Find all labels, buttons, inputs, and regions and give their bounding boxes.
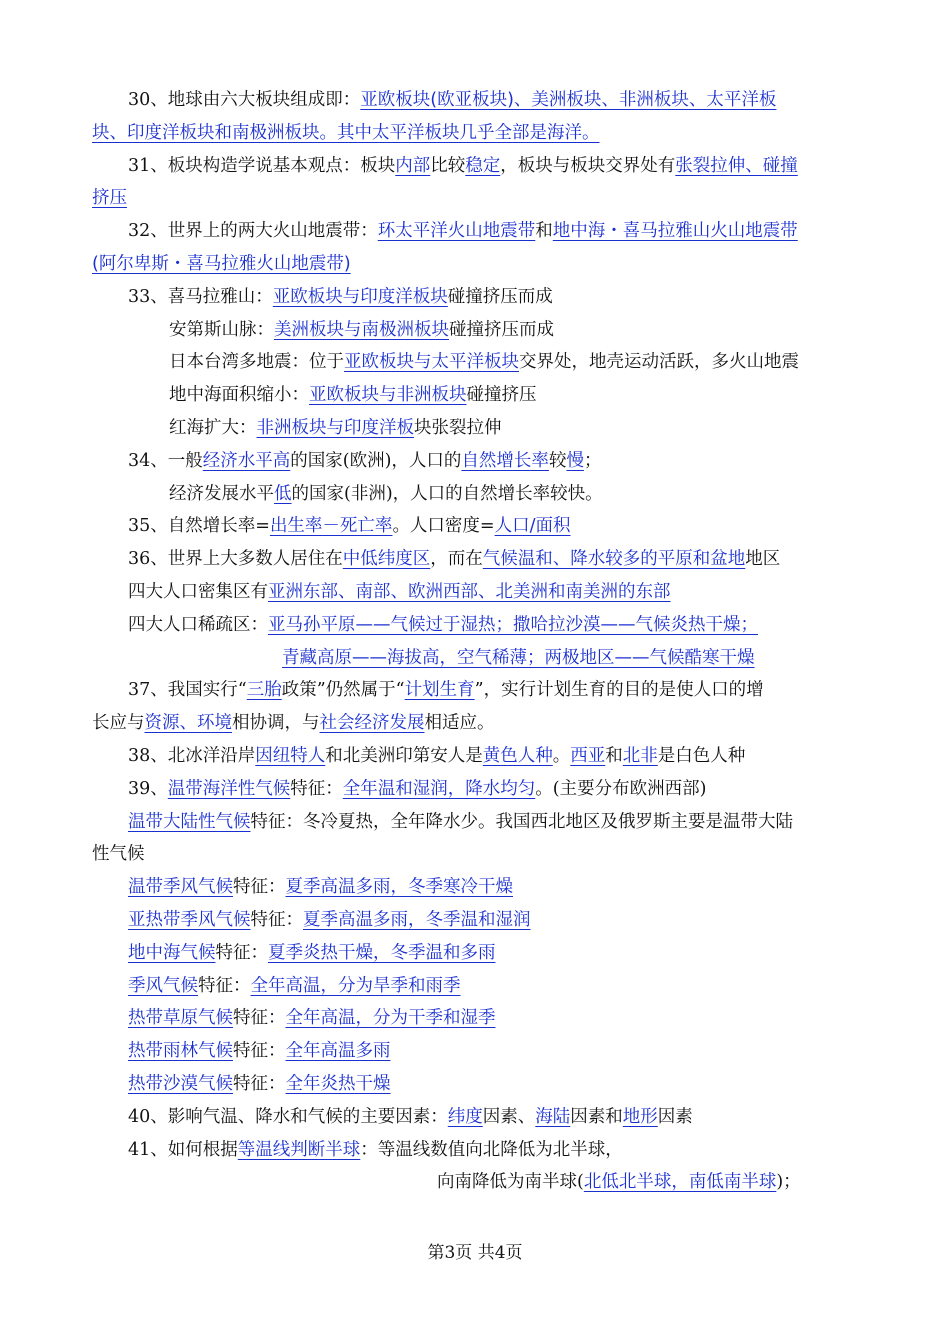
body-text: )；: [776, 1172, 801, 1193]
highlighted-term: 全年高温，分为旱季和雨季: [250, 975, 461, 996]
body-text: 41、如何根据: [128, 1139, 238, 1160]
highlighted-term: 亚洲东部、南部、欧洲西部、北美洲和南美洲的东部: [268, 582, 671, 602]
highlighted-term: 低: [274, 483, 292, 504]
highlighted-term: 张裂拉伸、碰撞: [675, 155, 798, 176]
text-line: [128, 1134, 623, 1166]
text-line: [128, 773, 706, 805]
body-text: 特征：: [233, 877, 286, 898]
text-line: [128, 281, 553, 313]
highlighted-term: 青藏高原——海拔高，空气稀薄；两极地区——气候酷寒干燥: [282, 647, 755, 668]
highlighted-term: (阿尔卑斯・喜马拉雅火山地震带): [92, 254, 351, 274]
body-text: 因素: [657, 1106, 693, 1127]
text-line: [169, 379, 537, 411]
highlighted-term: 全年高温多雨: [285, 1041, 391, 1062]
page-footer: 第3页 共4页: [427, 1243, 523, 1263]
text-line: [92, 838, 145, 870]
highlighted-term: 亚欧板块(欧亚板块)、美洲板块、非洲板块、太平洋板: [360, 90, 777, 110]
text-line: [128, 740, 745, 772]
highlighted-term: 夏季高温多雨，冬季温和湿润: [303, 910, 531, 930]
body-text: 31、板块构造学说基本观点：板块: [128, 155, 396, 176]
highlighted-term: 温带大陆性气候: [128, 811, 251, 832]
highlighted-term: 北非: [622, 746, 658, 766]
highlighted-term: 三胎: [246, 680, 282, 701]
body-text: 特征：: [250, 910, 303, 930]
text-line: [128, 1035, 391, 1067]
text-line: [128, 543, 780, 575]
text-line: [128, 150, 798, 182]
text-line: [128, 510, 571, 542]
body-text: 。(主要分布欧洲西部): [535, 778, 707, 799]
highlighted-term: 计划生育: [404, 680, 475, 701]
highlighted-term: 季风气候: [128, 975, 198, 996]
body-text: 四大人口密集区有: [128, 582, 268, 602]
body-text: 碰撞挤压而成: [447, 286, 553, 307]
body-text: 特征：冬冷夏热，全年降水少。我国西北地区及俄罗斯主要是温带大陆: [250, 811, 793, 832]
text-line: [128, 1002, 496, 1034]
text-line: [128, 970, 461, 1002]
body-text: 的国家(欧洲)，人口的: [290, 450, 462, 471]
body-text: 相适应。: [424, 713, 495, 734]
body-text: 块张裂拉伸: [414, 418, 502, 438]
highlighted-term: 亚热带季风气候: [128, 910, 251, 930]
highlighted-term: 气候温和、降水较多的平原和盆地: [482, 549, 746, 570]
highlighted-term: 地中海・喜马拉雅山火山地震带: [552, 221, 798, 242]
body-text: ，板块与板块交界处有: [500, 155, 676, 176]
highlighted-term: 等温线判断半球: [237, 1139, 361, 1160]
body-text: 特征：: [233, 1008, 286, 1029]
body-text: 性气候: [92, 844, 145, 865]
highlighted-term: 非洲板块与印度洋板: [256, 418, 414, 438]
highlighted-term: 温带季风气候: [128, 877, 233, 898]
highlighted-term: 环太平洋火山地震带: [377, 221, 536, 242]
body-text: 经济发展水平: [169, 483, 274, 504]
highlighted-term: 夏季炎热干燥，冬季温和多雨: [268, 942, 496, 963]
highlighted-term: 热带雨林气候: [128, 1041, 233, 1062]
highlighted-term: 地形: [622, 1106, 658, 1127]
body-text: 是白色人种: [657, 746, 746, 766]
highlighted-term: 出生率－死亡率: [269, 516, 393, 537]
text-line: [128, 576, 671, 608]
highlighted-term: 中低纬度区: [342, 549, 431, 570]
body-text: 因素和: [570, 1106, 623, 1127]
body-text: 和: [535, 221, 553, 242]
body-text: 地区: [745, 549, 781, 570]
body-text: 向南降低为南半球(: [437, 1172, 584, 1193]
highlighted-term: 挤压: [92, 188, 127, 209]
text-line: [128, 445, 601, 477]
body-text: 碰撞挤压而成: [449, 319, 554, 340]
text-line: [128, 1101, 693, 1133]
body-text: 37、我国实行“: [128, 680, 247, 701]
highlighted-term: 夏季高温多雨，冬季寒冷干燥: [285, 877, 513, 898]
text-line: [128, 674, 764, 706]
highlighted-term: 全年高温，分为干季和湿季: [285, 1008, 496, 1029]
body-text: 35、自然增长率=: [128, 516, 270, 537]
body-text: 33、喜马拉雅山：: [128, 286, 273, 307]
highlighted-term: 黄色人种: [482, 746, 553, 766]
highlighted-term: 亚欧板块与印度洋板块: [272, 286, 448, 307]
highlighted-term: 海陆: [535, 1106, 571, 1127]
body-text: 34、一般: [128, 450, 203, 471]
body-text: 特征：: [233, 1041, 286, 1062]
body-text: 和北美洲印第安人是: [325, 746, 483, 766]
text-line: [128, 84, 776, 116]
body-text: 红海扩大：: [169, 418, 257, 438]
body-text: 36、世界上大多数人居住在: [128, 549, 343, 570]
highlighted-term: 纬度: [447, 1106, 483, 1127]
text-line: [169, 478, 603, 510]
text-line: [169, 412, 502, 444]
text-line: [169, 346, 799, 378]
text-line: [437, 1166, 801, 1198]
highlighted-term: 地中海气候: [128, 942, 216, 963]
body-text: 特征：: [215, 942, 268, 963]
highlighted-term: 全年温和湿润，降水均匀: [342, 778, 536, 799]
text-line: [128, 1068, 391, 1100]
highlighted-term: 块、印度洋板块和南极洲板块。其中太平洋板块几乎全部是海洋。: [92, 122, 600, 143]
text-line: [92, 248, 351, 280]
body-text: 政策”仍然属于“: [281, 680, 405, 701]
body-text: 相协调，与: [232, 713, 320, 734]
highlighted-term: 全年炎热干燥: [285, 1074, 391, 1094]
text-line: [128, 937, 496, 969]
body-text: 特征：: [198, 975, 251, 996]
highlighted-term: 慢: [566, 450, 584, 471]
highlighted-term: 人口/面积: [494, 516, 571, 537]
body-text: 32、世界上的两大火山地震带：: [128, 221, 378, 242]
text-line: [128, 904, 531, 936]
body-text: 因素、: [482, 1106, 536, 1127]
text-line: [169, 314, 554, 346]
text-line: [282, 642, 755, 674]
highlighted-term: 北低北半球，南低南半球: [583, 1172, 777, 1193]
body-text: 日本台湾多地震：位于: [169, 352, 344, 373]
body-text: 特征：: [233, 1074, 286, 1094]
body-text: 39、: [128, 778, 168, 799]
body-text: 特征：: [290, 778, 343, 799]
highlighted-term: 内部: [395, 155, 431, 176]
body-text: ，而在: [430, 549, 483, 570]
body-text: 。: [552, 746, 571, 766]
body-text: 和: [605, 746, 623, 766]
highlighted-term: 亚马孙平原——气候过于湿热；撒哈拉沙漠——气候炎热干燥；: [268, 614, 758, 635]
body-text: 四大人口稀疏区：: [128, 614, 268, 635]
body-text: 。人口密度=: [392, 516, 495, 537]
highlighted-term: 西亚: [570, 746, 606, 766]
body-text: 较: [548, 450, 567, 471]
highlighted-term: 自然增长率: [461, 450, 549, 471]
body-text: 长应与: [92, 713, 145, 734]
highlighted-term: 亚欧板块与太平洋板块: [344, 352, 519, 373]
body-text: 的国家(非洲)，人口的自然增长率较快。: [291, 483, 603, 504]
body-text: 碰撞挤压: [466, 385, 537, 406]
highlighted-term: 热带沙漠气候: [128, 1074, 233, 1094]
text-line: [128, 215, 798, 247]
body-text: 30、地球由六大板块组成即：: [128, 90, 361, 110]
highlighted-term: 稳定: [465, 155, 501, 176]
body-text: 38、北冰洋沿岸: [128, 746, 256, 766]
highlighted-term: 资源、环境: [144, 713, 232, 734]
highlighted-term: 温带海洋性气候: [167, 778, 291, 799]
body-text: 比较: [430, 155, 466, 176]
body-text: ”，实行计划生育的目的是使人口的增: [474, 680, 764, 701]
text-line: [92, 117, 600, 149]
body-text: 40、影响气温、降水和气候的主要因素：: [128, 1106, 448, 1127]
highlighted-term: 因纽特人: [255, 746, 326, 766]
text-line: [128, 871, 513, 903]
highlighted-term: 社会经济发展: [319, 713, 425, 734]
text-line: [92, 707, 495, 739]
text-line: [92, 182, 127, 214]
highlighted-term: 美洲板块与南极洲板块: [274, 319, 449, 340]
highlighted-term: 经济水平高: [202, 450, 291, 471]
text-line: [128, 609, 758, 641]
highlighted-term: 亚欧板块与非洲板块: [309, 385, 467, 406]
body-text: 安第斯山脉：: [169, 319, 274, 340]
text-line: [128, 806, 793, 838]
body-text: 地中海面积缩小：: [169, 385, 309, 406]
body-text: ；: [583, 450, 602, 471]
body-text: ：等温线数值向北降低为北半球，: [360, 1139, 623, 1160]
highlighted-term: 热带草原气候: [128, 1008, 233, 1029]
body-text: 交界处，地壳运动活跃，多火山地震: [519, 352, 799, 373]
